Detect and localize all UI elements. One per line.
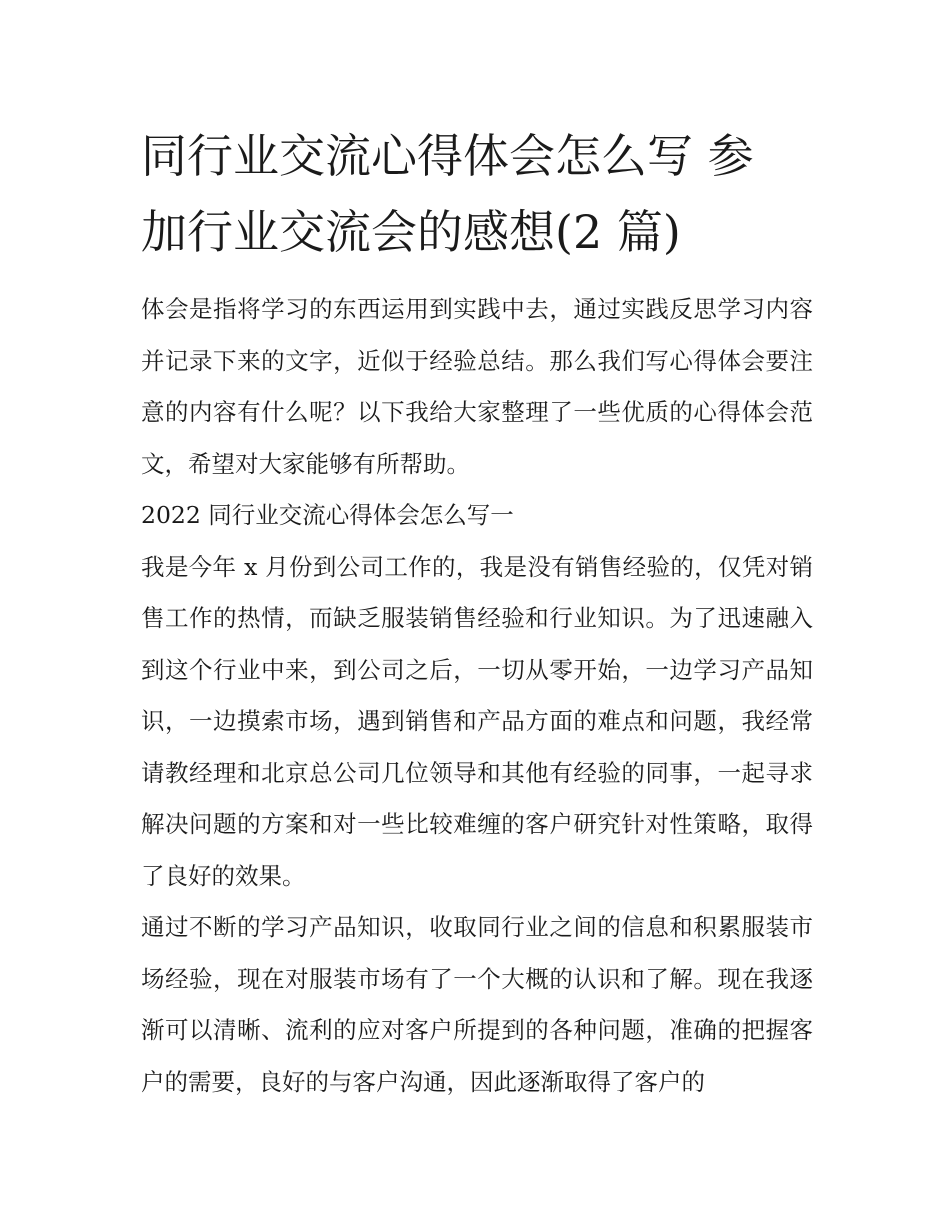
title-line-2: 加行业交流会的感想(2 篇) (141, 205, 681, 259)
body-paragraph-2: 通过不断的学习产品知识，收取同行业之间的信息和积累服装市场经验，现在对服装市场有了一个大概的认识和了解。现在我逐渐可以清晰、流利的应对客户所提到的各种问题，准确的把握客户的需要，良好的与客户沟通，因此逐渐取得了客户的 (141, 913, 813, 1096)
document-title (141, 118, 813, 270)
intro-paragraph: 体会是指将学习的东西运用到实践中去，通过实践反思学习内容并记录下来的文字，近似于经验总结。那么我们写心得体会要注意的内容有什么呢？以下我给大家整理了一些优质的心得体会范文，希望对大家能够有所帮助。 (141, 295, 813, 478)
section-heading: 2022 同行业交流心得体会怎么写一 (141, 501, 514, 529)
title-line-1: 同行业交流心得体会怎么写 参 (141, 129, 754, 183)
body-paragraph-1: 我是今年 x 月份到公司工作的，我是没有销售经验的，仅凭对销售工作的热情，而缺乏服装销售经验和行业知识。为了迅速融入到这个行业中来，到公司之后，一切从零开始，一边学习产品知识，一边摸索市场，遇到销售和产品方面的难点和问题，我经常请教经理和北京总公司几位领导和其他有经验的同事，一起寻求解决问题的方案和对一些比较难缠的客户研究针对性策略，取得了良好的效果。 (141, 552, 813, 890)
document-body (141, 118, 813, 1108)
